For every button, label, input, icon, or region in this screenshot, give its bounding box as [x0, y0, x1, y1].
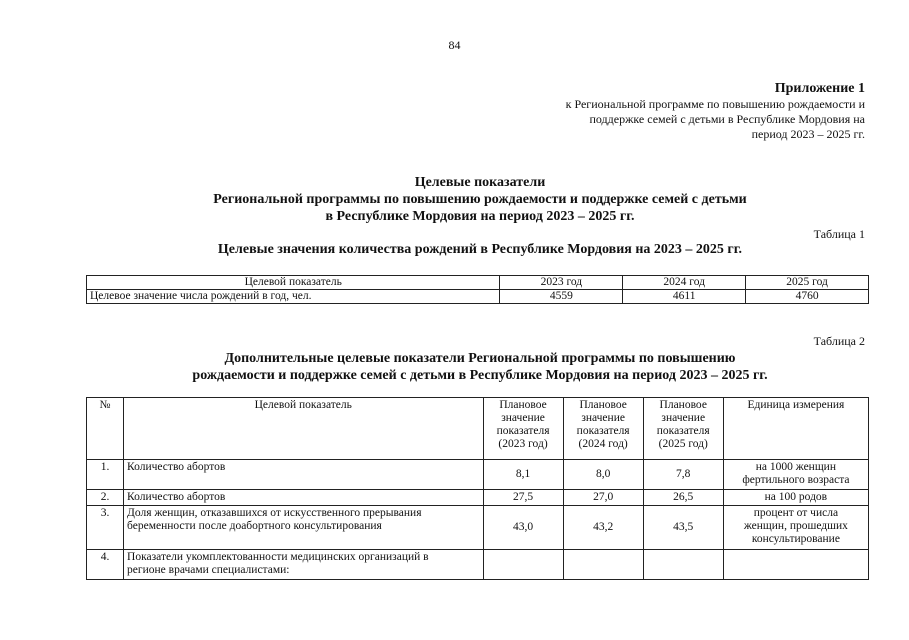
cell-plan-2024: 8,0 [563, 460, 643, 490]
cell-plan-2025 [643, 550, 723, 580]
page-number: 84 [448, 38, 461, 52]
title-line: Целевые показатели [414, 175, 546, 190]
header-2025: 2025 год [746, 276, 869, 290]
cell-unit: на 100 родов [723, 490, 868, 506]
title-line: Дополнительные целевые показатели Региональной программы по повышению [224, 351, 736, 366]
cell-plan-2023: 8,1 [483, 460, 563, 490]
table-row [87, 490, 869, 506]
appendix-line: поддержке семей с детьми в Республике Мордовия на [589, 112, 865, 126]
cell-indicator [124, 550, 483, 580]
table2-title [80, 350, 880, 384]
appendix-block [566, 80, 865, 142]
cell-2023: 4559 [500, 290, 623, 304]
unit-line: процент от числа [753, 507, 839, 519]
header-unit: Единица измерения [723, 398, 868, 460]
cell-number: 3. [87, 506, 124, 550]
cell-indicator: Количество абортов [124, 490, 483, 506]
cell-2024: 4611 [623, 290, 746, 304]
cell-number: 1. [87, 460, 124, 490]
cell-indicator: Количество абортов [124, 460, 483, 490]
cell-plan-2023 [483, 550, 563, 580]
unit-line: на 1000 женщин [755, 461, 836, 473]
table1-label: Таблица 1 [813, 227, 865, 241]
table-row [87, 460, 869, 490]
header-line: (2023 год) [498, 438, 548, 450]
table2-label: Таблица 2 [813, 334, 865, 348]
table2-additional-targets [86, 397, 869, 580]
appendix-line: к Региональной программе по повышению рождаемости и [565, 97, 865, 111]
header-line: показателя [496, 425, 550, 437]
header-line: значение [581, 412, 625, 424]
indicator-line: Показатели укомплектованности медицинских организаций в [127, 551, 429, 563]
table-row [87, 506, 869, 550]
header-number: № [87, 398, 124, 460]
cell-plan-2024: 43,2 [563, 506, 643, 550]
cell-plan-2025: 7,8 [643, 460, 723, 490]
header-plan-2024 [563, 398, 643, 460]
header-line: Плановое [579, 399, 627, 411]
table-header-row [87, 398, 869, 460]
unit-line: фертильного возраста [742, 474, 850, 486]
table-header-row [87, 276, 869, 290]
header-line: (2025 год) [658, 438, 708, 450]
table-row [87, 550, 869, 580]
header-line: значение [661, 412, 706, 424]
indicator-line: Доля женщин, отказавшихся от искусственного прерывания [127, 507, 422, 519]
header-indicator: Целевой показатель [124, 398, 483, 460]
cell-plan-2024 [563, 550, 643, 580]
header-line: Плановое [659, 399, 707, 411]
cell-unit [723, 460, 868, 490]
cell-plan-2025: 26,5 [643, 490, 723, 506]
table1-title: Целевые значения количества рождений в Республике Мордовия на 2023 – 2025 гг. [217, 242, 743, 257]
cell-unit [723, 506, 868, 550]
cell-indicator: Целевое значение числа рождений в год, чел. [87, 290, 500, 304]
title-line: рождаемости и поддержке семей с детьми в Республике Мордовия на период 2023 – 2025 гг. [192, 368, 768, 383]
cell-plan-2024: 27,0 [563, 490, 643, 506]
cell-number: 2. [87, 490, 124, 506]
header-2024: 2024 год [623, 276, 746, 290]
document-title [60, 174, 900, 225]
unit-line: консультирование [751, 533, 840, 545]
cell-indicator [124, 506, 483, 550]
appendix-line: период 2023 – 2025 гг. [751, 127, 865, 141]
title-line: Региональной программы по повышению рождаемости и поддержке семей с детьми [213, 192, 747, 207]
indicator-line: беременности после доабортного консультирования [127, 520, 382, 532]
header-line: показателя [576, 425, 630, 437]
cell-plan-2023: 43,0 [483, 506, 563, 550]
header-plan-2025 [643, 398, 723, 460]
header-line: показателя [656, 425, 710, 437]
header-2023: 2023 год [500, 276, 623, 290]
header-plan-2023 [483, 398, 563, 460]
table1-birth-targets [86, 275, 869, 304]
cell-plan-2023: 27,5 [483, 490, 563, 506]
cell-number: 4. [87, 550, 124, 580]
unit-line: женщин, прошедших [743, 520, 848, 532]
indicator-line: регионе врачами специалистами: [127, 564, 290, 576]
title-line: в Республике Мордовия на период 2023 – 2025 гг. [325, 209, 635, 224]
header-line: значение [501, 412, 545, 424]
appendix-title: Приложение 1 [774, 81, 865, 96]
table-row [87, 290, 869, 304]
cell-2025: 4760 [746, 290, 869, 304]
cell-unit [723, 550, 868, 580]
header-line: (2024 год) [578, 438, 628, 450]
header-line: Плановое [499, 399, 547, 411]
cell-plan-2025: 43,5 [643, 506, 723, 550]
header-indicator: Целевой показатель [87, 276, 500, 290]
